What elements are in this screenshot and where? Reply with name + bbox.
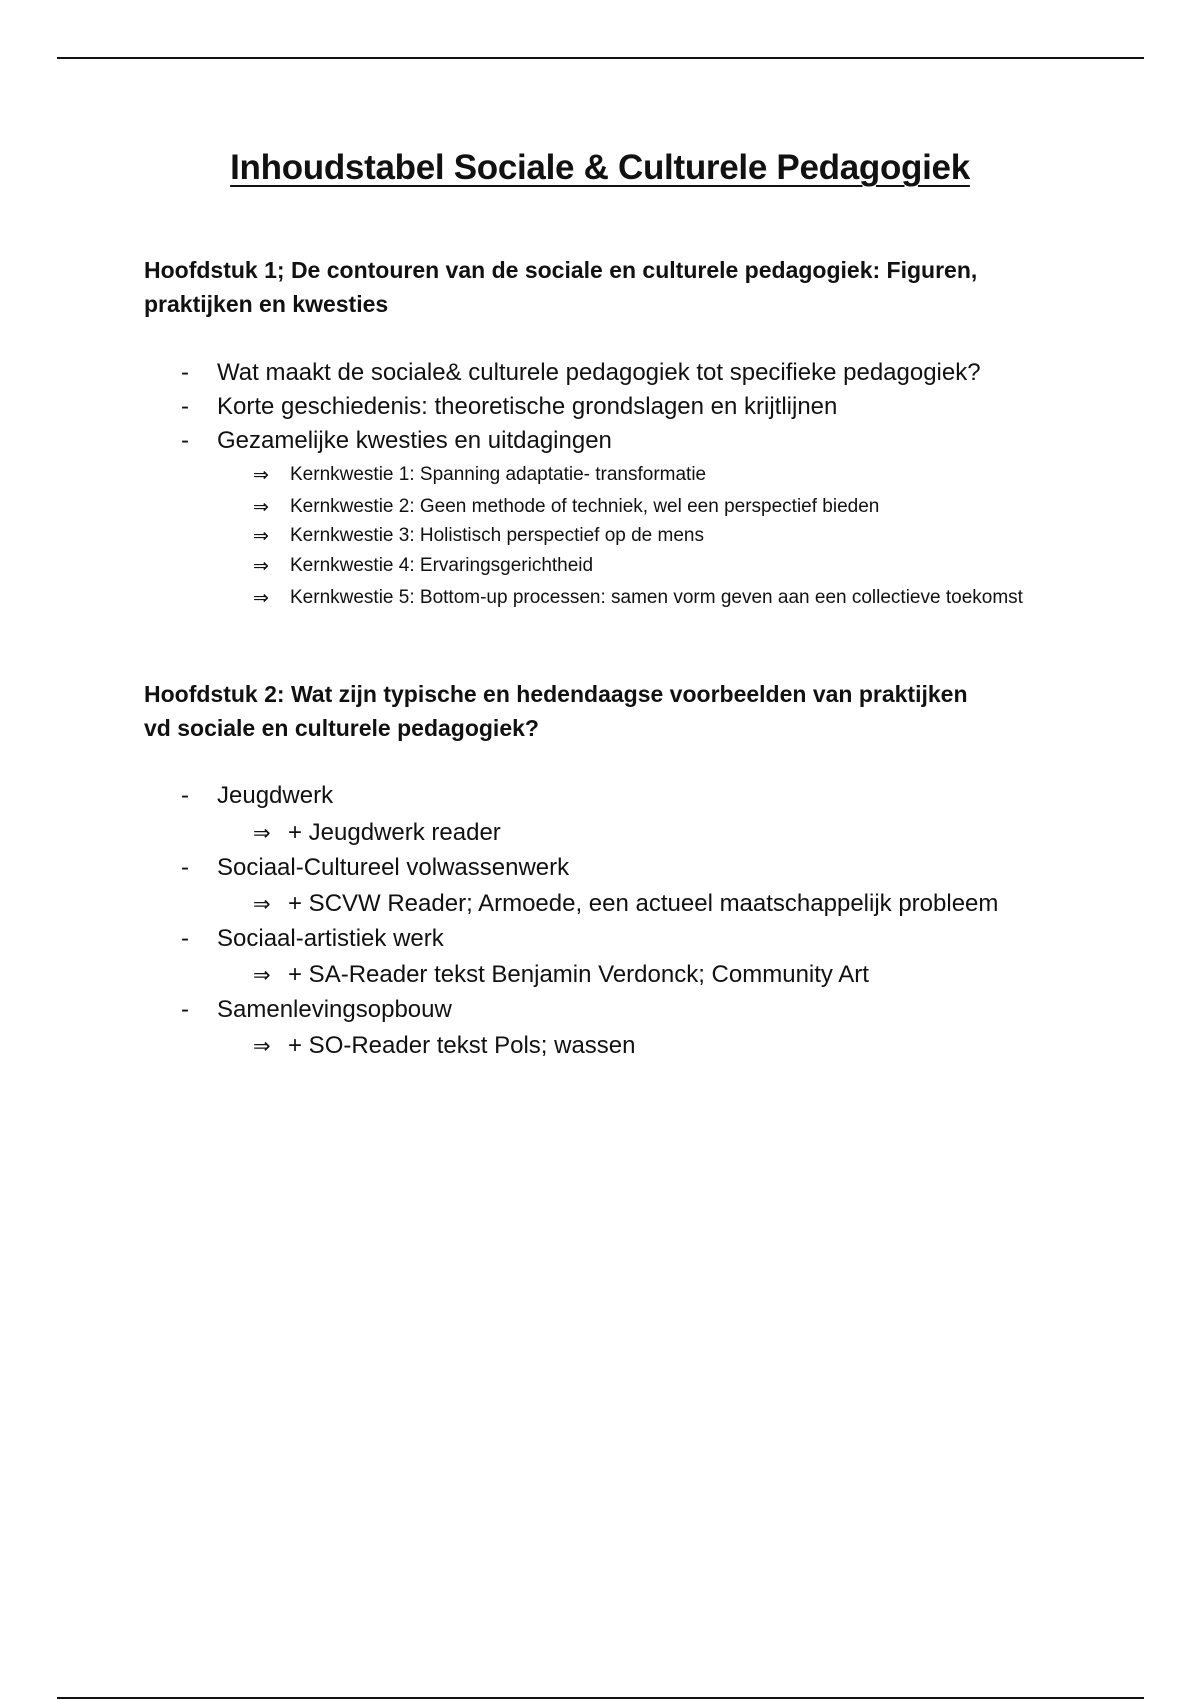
chapter-1-item-2-text: Korte geschiedenis: theoretische grondslagen en krijtlijnen	[217, 393, 838, 420]
chapter-2-item-1-text: Jeugdwerk	[217, 782, 334, 809]
list-dash: -	[181, 854, 189, 881]
list-dash: -	[181, 782, 189, 809]
document-title: Inhoudstabel Sociale & Culturele Pedagogiek	[230, 148, 970, 187]
kernkwestie-5-text: Kernkwestie 5: Bottom-up processen: samen vorm geven aan een collectieve toekomst	[290, 587, 1023, 608]
chapter-2-item-4-text: Samenlevingsopbouw	[217, 996, 452, 1023]
arrow-icon: ⇒	[253, 464, 269, 486]
chapter-2-item-4-reader-text: + SO-Reader tekst Pols; wassen	[288, 1032, 636, 1059]
arrow-icon: ⇒	[253, 892, 271, 916]
list-dash: -	[181, 393, 189, 420]
kernkwestie-2-text: Kernkwestie 2: Geen methode of techniek, wel een perspectief bieden	[290, 496, 880, 517]
arrow-icon: ⇒	[253, 496, 269, 518]
chapter-2-heading-line-1: Hoofdstuk 2: Wat zijn typische en hedendaagse voorbeelden van praktijken	[144, 681, 968, 707]
chapter-2-item-2-reader-text: + SCVW Reader; Armoede, een actueel maatschappelijk probleem	[288, 890, 999, 917]
arrow-icon: ⇒	[253, 555, 269, 577]
chapter-1-heading-line-1: Hoofdstuk 1; De contouren van de sociale en culturele pedagogiek: Figuren,	[144, 257, 978, 283]
arrow-icon: ⇒	[253, 525, 269, 547]
kernkwestie-1-text: Kernkwestie 1: Spanning adaptatie- transformatie	[290, 464, 707, 485]
chapter-1-item-3-text: Gezamelijke kwesties en uitdagingen	[217, 427, 612, 454]
top-rule	[57, 57, 1144, 59]
chapter-2-item-3-text: Sociaal-artistiek werk	[217, 925, 444, 952]
list-dash: -	[181, 925, 189, 952]
arrow-icon: ⇒	[253, 821, 271, 845]
list-dash: -	[181, 996, 189, 1023]
chapter-2-item-3-reader-text: + SA-Reader tekst Benjamin Verdonck; Community Art	[288, 961, 869, 988]
arrow-icon: ⇒	[253, 1034, 271, 1058]
list-dash: -	[181, 359, 189, 386]
arrow-icon: ⇒	[253, 963, 271, 987]
chapter-1-heading	[144, 253, 1064, 321]
list-dash: -	[181, 427, 189, 454]
chapter-2-item-2-text: Sociaal-Cultureel volwassenwerk	[217, 854, 570, 881]
chapter-1-item-1-text: Wat maakt de sociale& culturele pedagogiek tot specifieke pedagogiek?	[217, 359, 981, 386]
chapter-2-item-1-reader-text: + Jeugdwerk reader	[288, 819, 501, 846]
kernkwestie-3-text: Kernkwestie 3: Holistisch perspectief op de mens	[290, 525, 704, 546]
chapter-2-heading	[144, 677, 1064, 745]
chapter-2-heading-line-2: vd sociale en culturele pedagogiek?	[144, 715, 539, 741]
arrow-icon: ⇒	[253, 587, 269, 609]
kernkwestie-4-text: Kernkwestie 4: Ervaringsgerichtheid	[290, 555, 594, 576]
bottom-rule	[57, 1697, 1144, 1699]
chapter-1-heading-line-2: praktijken en kwesties	[144, 291, 389, 317]
